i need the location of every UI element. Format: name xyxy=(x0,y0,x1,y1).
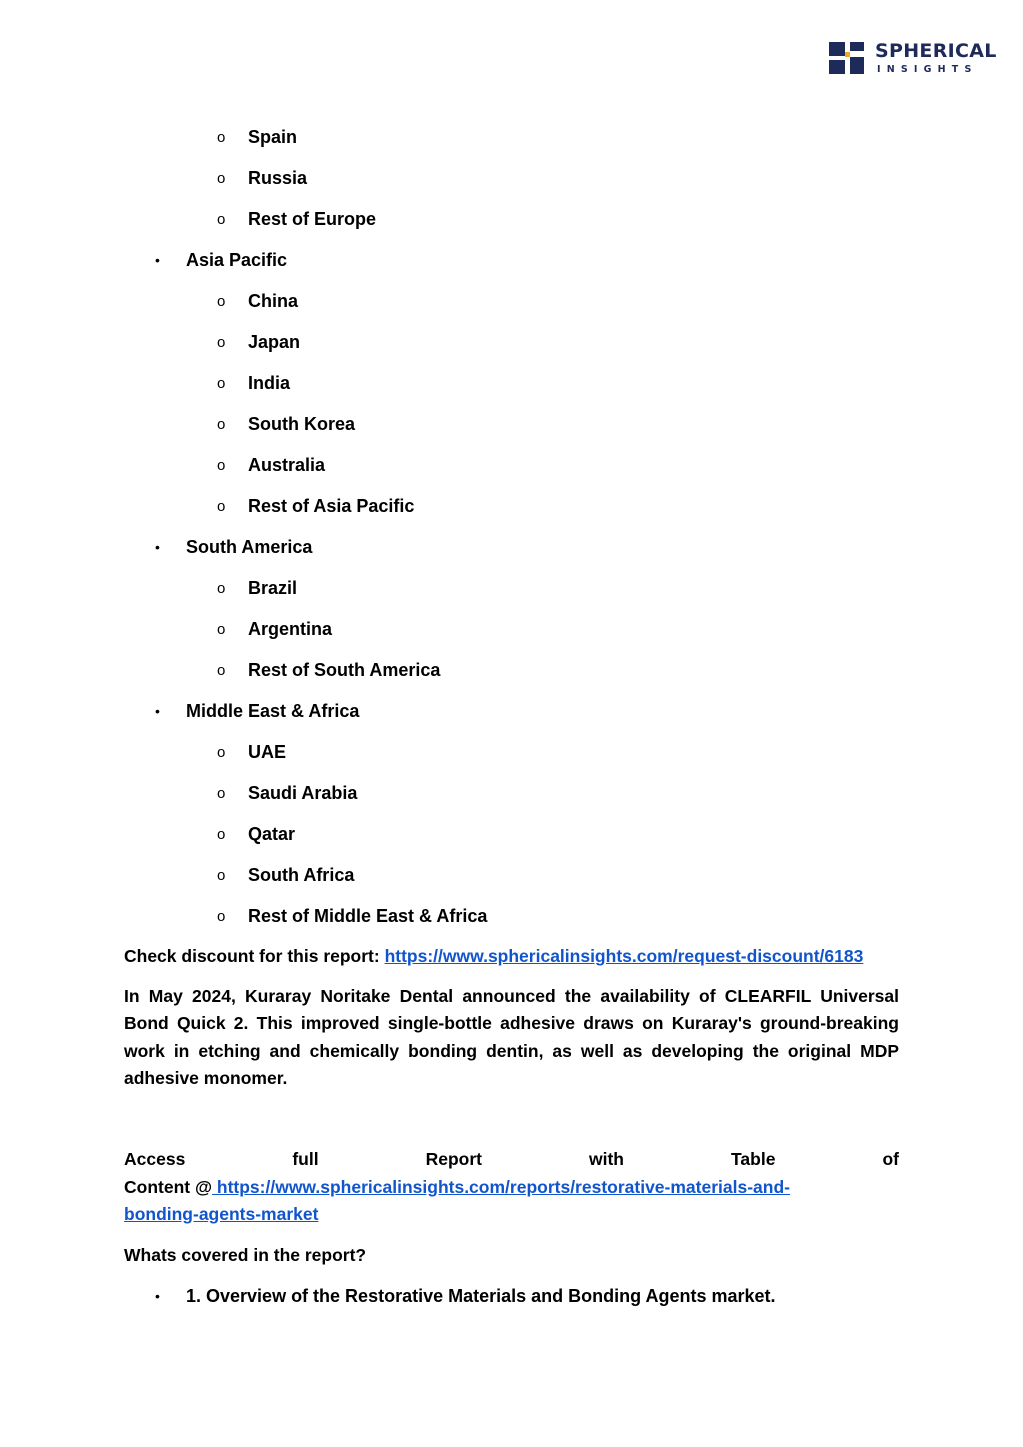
sub-bullet: o xyxy=(217,867,226,884)
list-item: Russia xyxy=(248,168,308,188)
access-line xyxy=(124,1148,899,1170)
list-item: India xyxy=(248,373,291,393)
report-link-part-2[interactable]: bonding-agents-market xyxy=(124,1204,319,1224)
logo-mark-icon xyxy=(829,40,867,76)
list-item: Rest of Middle East & Africa xyxy=(248,906,488,926)
sub-bullet: o xyxy=(217,416,226,433)
list-item: UAE xyxy=(248,742,287,762)
sub-bullet: o xyxy=(217,129,226,146)
spherical-insights-logo xyxy=(829,40,997,76)
sub-bullet: o xyxy=(217,211,226,228)
sub-bullet: o xyxy=(217,580,226,597)
discount-line xyxy=(124,945,863,967)
report-link-line xyxy=(124,1176,790,1198)
list-item: Japan xyxy=(248,332,301,352)
covered-heading: Whats covered in the report? xyxy=(124,1245,367,1265)
sub-bullet: o xyxy=(217,908,226,925)
access-word: Table xyxy=(731,1149,776,1169)
sub-bullet: o xyxy=(217,170,226,187)
list-item: Spain xyxy=(248,127,298,147)
access-word: with xyxy=(589,1149,624,1169)
sub-bullet: o xyxy=(217,744,226,761)
list-item: China xyxy=(248,291,299,311)
content-label: Content @ xyxy=(124,1177,213,1197)
sub-bullet: o xyxy=(217,375,226,392)
access-word: Access xyxy=(124,1149,186,1169)
list-item: Brazil xyxy=(248,578,298,598)
report-link-line-2 xyxy=(124,1203,318,1225)
report-link-part-1[interactable]: https://www.sphericalinsights.com/reports/restorative-materials-and- xyxy=(212,1177,790,1197)
covered-item: 1. Overview of the Restorative Materials and Bonding Agents market. xyxy=(186,1286,776,1306)
sub-bullet: o xyxy=(217,334,226,351)
sub-bullet: o xyxy=(217,457,226,474)
list-item: Australia xyxy=(248,455,326,475)
access-word: Report xyxy=(425,1149,482,1169)
sub-bullet: o xyxy=(217,785,226,802)
access-word: full xyxy=(292,1149,319,1169)
list-item: Qatar xyxy=(248,824,296,844)
region-heading-asia-pacific: Asia Pacific xyxy=(186,250,288,270)
list-item: Rest of Asia Pacific xyxy=(248,496,415,516)
list-item: South Africa xyxy=(248,865,355,885)
main-bullet: • xyxy=(155,252,160,268)
discount-label: Check discount for this report: xyxy=(124,946,385,966)
main-bullet: • xyxy=(155,703,160,719)
logo-subtitle: INSIGHTS xyxy=(877,64,978,75)
list-item: South Korea xyxy=(248,414,356,434)
discount-link[interactable]: https://www.sphericalinsights.com/request-discount/6183 xyxy=(384,946,864,966)
region-heading-mea: Middle East & Africa xyxy=(186,701,360,721)
access-word: of xyxy=(882,1149,899,1169)
sub-bullet: o xyxy=(217,621,226,638)
list-item: Saudi Arabia xyxy=(248,783,358,803)
sub-bullet: o xyxy=(217,662,226,679)
list-item: Rest of Europe xyxy=(248,209,377,229)
list-item: Rest of South America xyxy=(248,660,441,680)
sub-bullet: o xyxy=(217,826,226,843)
logo-name: SPHERICAL xyxy=(875,40,997,62)
sub-bullet: o xyxy=(217,498,226,515)
region-heading-south-america: South America xyxy=(186,537,313,557)
sub-bullet: o xyxy=(217,293,226,310)
main-bullet: • xyxy=(155,539,160,555)
list-item: Argentina xyxy=(248,619,333,639)
main-bullet: • xyxy=(155,1288,160,1304)
news-paragraph: In May 2024, Kuraray Noritake Dental announced the availability of CLEARFIL Universal Bond Quick 2. This improved single-bottle adhesive draws on Kuraray's ground-breaking work in etching and chemically bonding dentin, as well as developing the original MDP adhesive monomer. xyxy=(124,986,899,1088)
